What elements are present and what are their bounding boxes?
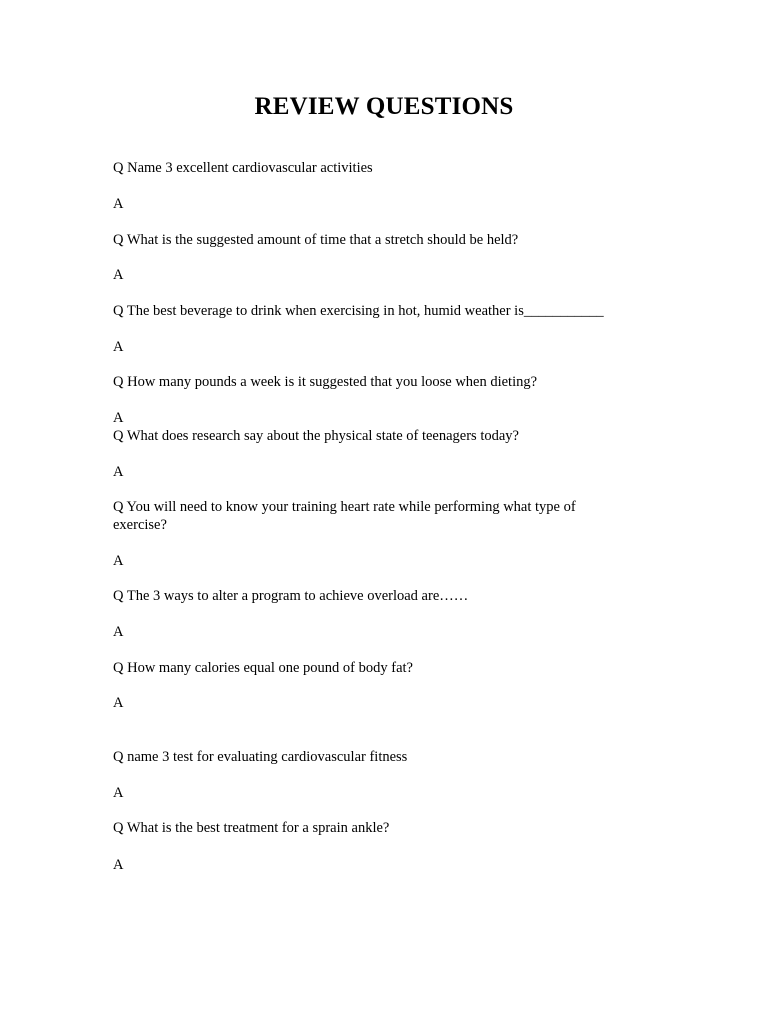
question-3: Q The best beverage to drink when exercising in hot, humid weather is___________ [113,303,604,319]
question-2: Q What is the suggested amount of time that a stretch should be held? [113,232,519,248]
answer-4: A [113,410,124,426]
question-6: Q You will need to know your training heart rate while performing what type of exercise? [113,499,576,533]
question-7: Q The 3 ways to alter a program to achieve overload are…… [113,588,469,604]
answer-5: A [113,464,124,480]
answer-6: A [113,553,124,569]
answer-3: A [113,339,124,355]
answer-2: A [113,267,124,283]
question-10: Q What is the best treatment for a sprain ankle? [113,820,390,836]
question-4: Q How many pounds a week is it suggested that you loose when dieting? [113,374,538,390]
question-8: Q How many calories equal one pound of body fat? [113,660,413,676]
answer-9: A [113,785,124,801]
answer-1: A [113,196,124,212]
question-9: Q name 3 test for evaluating cardiovascular fitness [113,749,408,765]
question-1: Q Name 3 excellent cardiovascular activities [113,160,373,176]
answer-10: A [113,857,124,873]
answer-8: A [113,695,124,711]
question-5: Q What does research say about the physical state of teenagers today? [113,428,519,444]
page-title: REVIEW QUESTIONS [254,93,514,120]
answer-7: A [113,624,124,640]
